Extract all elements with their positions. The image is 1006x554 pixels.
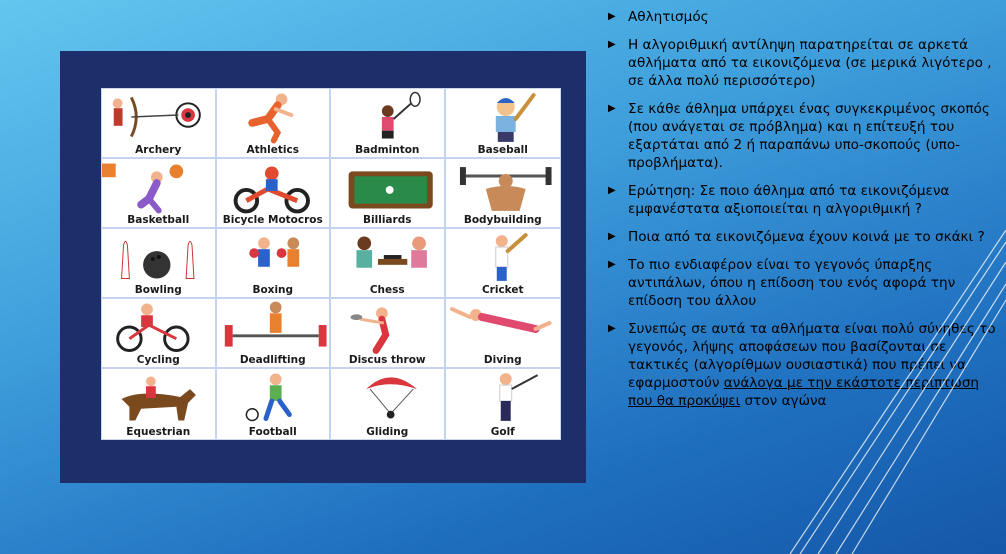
sport-label: Baseball (477, 144, 528, 156)
sport-label: Basketball (127, 214, 190, 226)
bodybuilding-icon (446, 159, 561, 215)
sport-label: Chess (369, 284, 405, 296)
bullet-item (606, 228, 1002, 246)
sport-cell-boxing (217, 229, 332, 299)
bullet-text: Αθλητισμός (628, 9, 709, 25)
sports-grid (101, 88, 561, 440)
badminton-icon (331, 89, 444, 145)
sport-label: Deadlifting (239, 354, 306, 366)
bullet-item (606, 320, 1002, 410)
football-icon (217, 369, 330, 425)
archery-icon (102, 89, 215, 145)
sport-cell-discus-throw (331, 299, 446, 369)
bullet-arrow-icon: ▶ (608, 11, 616, 22)
bullet-arrow-icon: ▶ (608, 323, 616, 334)
sport-cell-baseball (446, 89, 561, 159)
bullet-text: Συνεπώς σε αυτά τα αθλήματα είναι πολύ σύνηθες το γεγονός, λήψης αποφάσεων που βασίζονται σε τακτικές (αλγορίθμων ουσιαστικά) που πρέπει να εφαρμοστούν (628, 321, 996, 391)
sport-label: Cycling (136, 354, 180, 366)
sport-label: Cricket (481, 284, 524, 296)
gliding-icon (331, 369, 444, 425)
cricket-icon (446, 229, 561, 285)
sport-cell-bicycle-motocros (217, 159, 332, 229)
billiards-icon (331, 159, 444, 215)
motocross-icon (217, 159, 330, 215)
sport-cell-badminton (331, 89, 446, 159)
bullet-text: Ερώτηση: Σε ποιο άθλημα από τα εικονιζόμενα εμφανέστατα αξιοποιείται η αλγοριθμική ? (628, 183, 950, 217)
sport-label: Bicycle Motocros (222, 214, 323, 226)
sport-cell-diving (446, 299, 561, 369)
discus-icon (331, 299, 444, 355)
bullet-item (606, 100, 1002, 172)
sport-cell-cricket (446, 229, 561, 299)
bullet-text: Το πιο ενδιαφέρον είναι το γεγονός ύπαρξης αντιπάλων, όπου η επίδοση του ενός αφορά την επίδοση του άλλου (628, 257, 956, 309)
sport-label: Billiards (363, 214, 412, 226)
sport-label: Gliding (366, 426, 409, 438)
bullet-arrow-icon: ▶ (608, 185, 616, 196)
bullet-text: Σε κάθε άθλημα υπάρχει ένας συγκεκριμένος σκοπός (που ανάγεται σε πρόβλημα) και η επίτευξή του εξαρτάται από 2 ή παραπάνω υπο-σκοπούς (υπο-προβλήματα). (628, 101, 990, 171)
sport-cell-bodybuilding (446, 159, 561, 229)
bullet-text: Η αλγοριθμική αντίληψη παρατηρείται σε αρκετά αθλήματα από τα εικονιζόμενα (σε μερικά λιγότερο , σε άλλα πολύ περισσότερο) (628, 37, 992, 89)
bullet-item (606, 256, 1002, 310)
chess-icon (331, 229, 444, 285)
sport-label: Badminton (355, 144, 420, 156)
sport-label: Golf (490, 426, 515, 438)
sport-cell-athletics (217, 89, 332, 159)
sport-cell-gliding (331, 369, 446, 439)
bullet-text-underlined: ανάλογα με την εκάστοτε περίπτωση που θα προκύψει (628, 375, 980, 409)
bullet-text-tail: στον αγώνα (740, 393, 827, 409)
bullet-arrow-icon: ▶ (608, 103, 616, 114)
sport-label: Bodybuilding (463, 214, 542, 226)
sport-cell-equestrian (102, 369, 217, 439)
sport-label: Bowling (134, 284, 182, 296)
sport-cell-archery (102, 89, 217, 159)
bullet-item (606, 182, 1002, 218)
bullet-arrow-icon: ▶ (608, 259, 616, 270)
sport-cell-bowling (102, 229, 217, 299)
bullet-text: Ποια από τα εικονιζόμενα έχουν κοινά με το σκάκι ? (628, 229, 985, 245)
golf-icon (446, 369, 561, 425)
bullet-list (606, 8, 1002, 420)
bullet-arrow-icon: ▶ (608, 39, 616, 50)
basketball-icon (102, 159, 215, 215)
bullet-arrow-icon: ▶ (608, 231, 616, 242)
sport-cell-deadlifting (217, 299, 332, 369)
equestrian-icon (102, 369, 215, 425)
sport-label: Equestrian (126, 426, 191, 438)
sport-cell-cycling (102, 299, 217, 369)
boxing-icon (217, 229, 330, 285)
sport-cell-chess (331, 229, 446, 299)
bowling-icon (102, 229, 215, 285)
sport-cell-golf (446, 369, 561, 439)
cycling-icon (102, 299, 215, 355)
sport-cell-billiards (331, 159, 446, 229)
sport-cell-basketball (102, 159, 217, 229)
sport-label: Athletics (246, 144, 299, 156)
sport-label: Football (248, 426, 297, 438)
sport-cell-football (217, 369, 332, 439)
diving-icon (446, 299, 561, 355)
sport-label: Discus throw (348, 354, 426, 366)
deadlifting-icon (217, 299, 330, 355)
bullet-item (606, 36, 1002, 90)
sport-label: Archery (135, 144, 182, 156)
bullet-item (606, 8, 1002, 26)
sport-label: Diving (483, 354, 522, 366)
baseball-icon (446, 89, 561, 145)
athletics-icon (217, 89, 330, 145)
sport-label: Boxing (252, 284, 294, 296)
